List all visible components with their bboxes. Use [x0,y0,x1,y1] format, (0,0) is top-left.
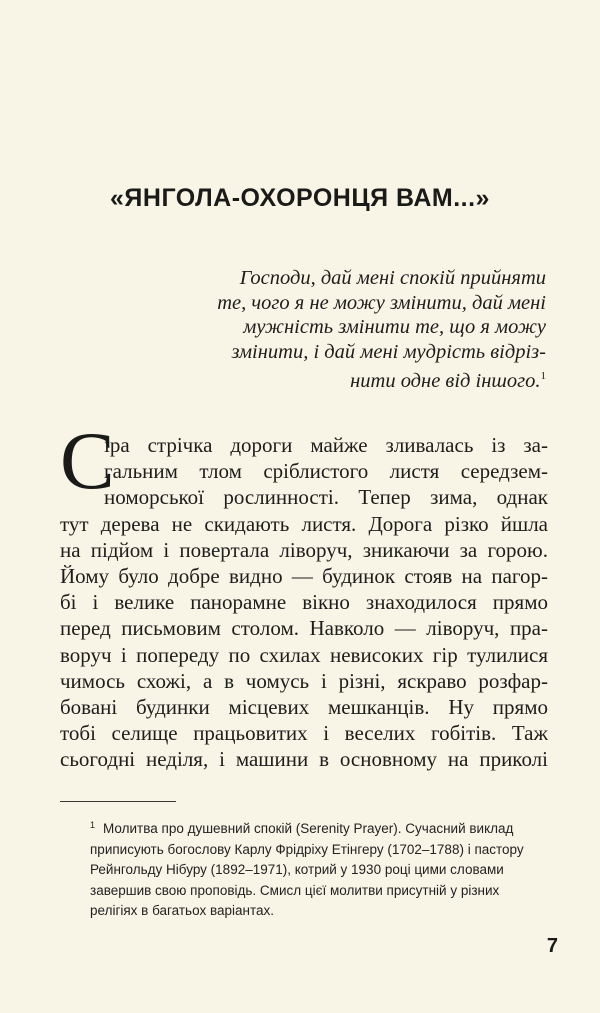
drop-cap: С [60,415,115,506]
body-paragraph [60,432,548,773]
footnote-divider [60,801,176,802]
epigraph-line: змінити, і дай мені мудрість відріз- [231,340,546,363]
body-line: тут дерева не скидають листя. Дорога різко йшла [60,511,548,536]
body-line: на підйом і повертала ліворуч, зникаючи за горою. [60,537,548,562]
body-line: іра стрічка дороги майже зливалась із за- [104,433,548,457]
epigraph [190,266,546,394]
footnote-first-line [60,815,548,840]
footnote [60,815,548,922]
body-line: Йому було добре видно — будинок стояв на пагор- [60,564,548,589]
body-line: бі і велике панорамне вікно знаходилося прямо [60,590,548,615]
epigraph-line: те, чого я не можу змінити, дай мені [217,291,546,314]
epigraph-last-line [190,364,546,394]
body-line: номорської рослинності. Тепер зима, однак [104,485,548,510]
footnote-line: Рейнгольду Нібуру (1892–1971), котрий у 1930 році цими словами [90,862,504,877]
body-line: чимось схожі, а в чомусь і різні, яскраво розфар- [60,668,548,693]
body-line: сьогодні неділя, і машини в основному на приколі [60,747,548,772]
body-line: бовані будинки місцевих мешканців. Ну прямо [60,695,548,720]
footnote-line: релігіях в багатьох варіантах. [90,903,274,918]
epigraph-line: нити одне від іншого. [350,370,541,392]
footnote-line: завершив свою проповідь. Смисл цієї молитви присутній у різних [90,882,500,898]
footnote-marker: 1 [90,820,96,830]
body-line: воруч і попереду по схилах невисоких гір тулилися [60,642,548,667]
body-line: гальним тлом сріблистого листя середзем- [104,459,548,484]
body-line: тобі селище працьовитих і веселих гобітів. Таж [60,721,548,746]
footnote-line: Молитва про душевний спокій (Serenity Prayer). Сучасний виклад [103,821,514,836]
page-number: 7 [546,935,558,957]
footnote-reference[interactable]: 1 [540,370,546,382]
epigraph-line: мужність змінити те, що я можу [243,316,546,338]
epigraph-line: Господи, дай мені спокій прийняти [239,267,546,289]
footnote-line: приписують богослову Карлу Фрідріху Етінгеру (1702–1788) і пастору [90,841,524,857]
body-line: перед письмовим столом. Навколо — ліворуч, пра- [60,616,548,641]
chapter-title: «ЯНГОЛА-ОХОРОНЦЯ ВАМ...» [110,184,490,212]
